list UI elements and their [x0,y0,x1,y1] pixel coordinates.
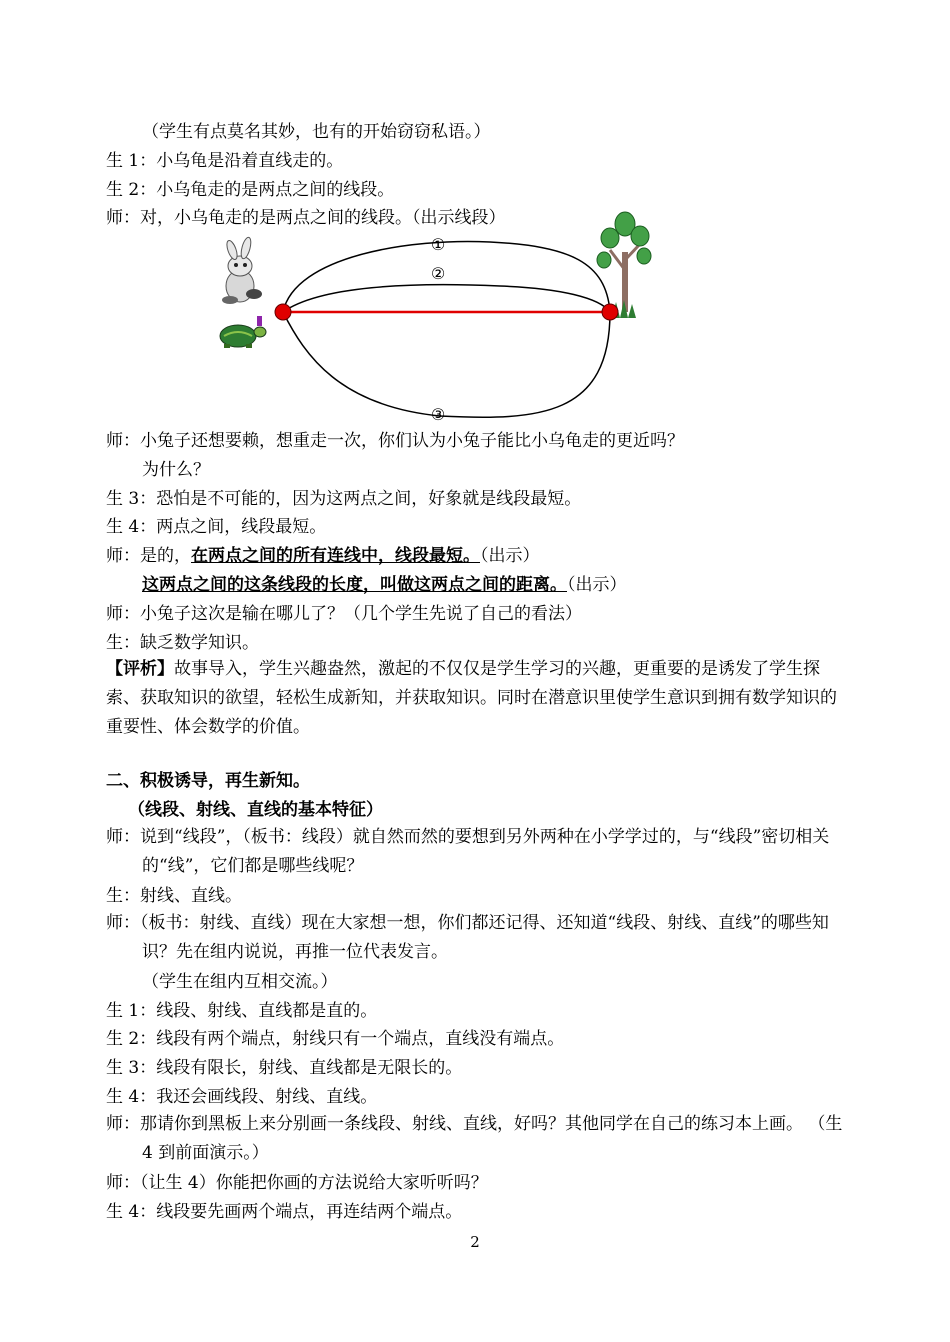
text-line: 生 3：线段有限长，射线、直线都是无限长的。 [106,1058,463,1078]
commentary-label: 【评析】 [106,659,174,679]
rabbit-icon [222,236,262,304]
text-paragraph: 师：（板书：射线、直线）现在大家想一想，你们都还记得、还知道“线段、射线、直线”的哪些知识？先在组内说说，再推一位代表发言。 [106,913,829,962]
path-1-label: ① [430,235,446,254]
text-line: 师：对，小乌龟走的是两点之间的线段。（出示线段） [106,208,506,228]
text-line: 生 4：我还会画线段、射线、直线。 [106,1087,378,1107]
section-heading: 二、积极诱导，再生新知。 [106,771,310,791]
page-number: 2 [470,1233,480,1251]
text-line [106,546,540,566]
text-line: 生 1：线段、射线、直线都是直的。 [106,1001,378,1021]
text-line [142,575,627,595]
note: （出示） [567,575,627,595]
path-3-curve [283,312,610,417]
text-line: （学生有点莫名其妙，也有的开始窃窃私语。） [142,122,491,142]
text-line: 生 2：小乌龟走的是两点之间的线段。 [106,180,395,200]
text-line: 生：缺乏数学知识。 [106,633,259,653]
text-line: （学生在组内互相交流。） [142,972,338,992]
speaker: 师：是的， [106,546,191,566]
turtle-icon [220,316,266,348]
text-paragraph: 师：那请你到黑板上来分别画一条线段、射线、直线，好吗？其他同学在自己的练习本上画。 （生 4 到前面演示。） [106,1114,843,1163]
tree-icon [597,212,651,318]
endpoint-a [275,304,291,320]
text-line: 生 3：恐怕是不可能的，因为这两点之间，好象就是线段最短。 [106,489,582,509]
text-line: 生 1：小乌龟是沿着直线走的。 [106,151,344,171]
text-line: 师：小兔子这次是输在哪儿了？（几个学生先说了自己的看法） [106,604,582,624]
text-line: 生 2：线段有两个端点，射线只有一个端点，直线没有端点。 [106,1029,565,1049]
endpoint-b [602,304,618,320]
path-2-label: ② [430,264,446,283]
path-diagram [210,206,670,432]
path-3-label: ③ [430,405,446,424]
path-1-curve [283,241,610,312]
key-statement: 在两点之间的所有连线中，线段最短。 [191,546,480,566]
text-line: 师：小兔子还想要赖，想重走一次，你们认为小兔子能比小乌龟走的更近吗？ [106,431,684,451]
key-statement: 这两点之间的这条线段的长度，叫做这两点之间的距离。 [142,575,567,595]
text-line: 生 4：两点之间，线段最短。 [106,517,327,537]
path-2-curve [283,285,610,312]
text-line: 为什么？ [142,460,210,480]
text-paragraph: 师：说到“线段”，（板书：线段）就自然而然的要想到另外两种在小学学过的，与“线段”密切相关的“线”，它们都是哪些线呢？ [106,827,830,876]
text-line: 生：射线、直线。 [106,886,242,906]
commentary-text: 故事导入，学生兴趣盎然，激起的不仅仅是学生学习的兴趣，更重要的是诱发了学生探索、获取知识的欲望，轻松生成新知，并获取知识。同时在潜意识里使学生意识到拥有数学知识的重要性、体会数学的价值。 [106,659,837,737]
note: （出示） [480,546,540,566]
section-subheading: （线段、射线、直线的基本特征） [128,800,383,820]
text-line: 生 4：线段要先画两个端点，再连结两个端点。 [106,1202,463,1222]
text-line: 师：（让生 4）你能把你画的方法说给大家听听吗？ [106,1173,488,1193]
commentary-paragraph [106,655,850,742]
